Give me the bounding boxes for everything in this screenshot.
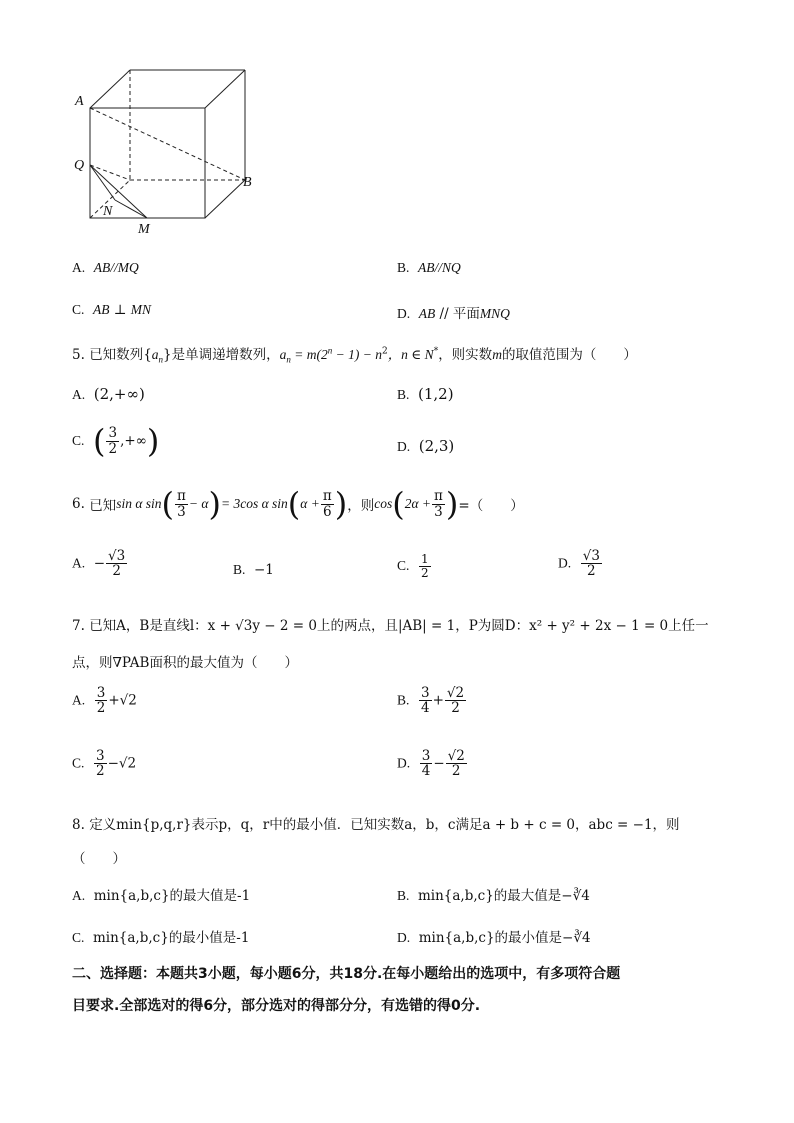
q7-stem-line1: 7. 已知A，B是直线l：x + √3y − 2 = 0上的两点，且|AB| = 1，P为圆D：x² + y² + 2x − 1 = 0上任一 <box>72 618 709 634</box>
q7-option-b: B. $\frac{3}{4}$ + $\frac{√2}{2}$ <box>397 685 465 717</box>
q4-option-c: C. AB ⊥ MN <box>72 302 152 318</box>
q8-option-b: B. min{a,b,c}的最大值是−∛4 <box>397 888 590 904</box>
q8-option-c: C. min{a,b,c}的最小值是-1 <box>72 930 250 946</box>
q5-option-d: D. (2,3) <box>397 437 455 455</box>
q7-option-a: A. $\frac{3}{2}$ +√2 <box>72 685 137 717</box>
section2-heading-line1: 二、选择题：本题共3小题，每小题6分，共18分.在每小题给出的选项中，有多项符合题 <box>72 966 621 982</box>
q6-option-d: D. $\frac{√3}{2}$ <box>558 548 600 580</box>
label-N: N <box>103 204 113 219</box>
q4-option-a-text: AB//MQ <box>93 260 139 275</box>
label-Q: Q <box>74 158 85 173</box>
q6-option-c: C. $\frac{1}{2}$ <box>397 552 429 580</box>
q5-option-a: A. (2,+∞) <box>72 385 145 403</box>
q5-option-c: C. ( $\frac{3}{2}$ ,+∞) <box>72 422 160 460</box>
q6-option-b: B. −1 <box>233 562 274 578</box>
cube-figure <box>70 65 260 240</box>
q4-option-d: D. AB // 平面MNQ <box>397 306 510 322</box>
label-B: B <box>243 175 252 190</box>
q7-stem-line2: 点，则∇PAB面积的最大值为（ ） <box>72 655 298 671</box>
q4-option-a: A. AB//MQ <box>72 260 139 275</box>
q8-stem-line2: （ ） <box>72 851 126 867</box>
q7-option-c: C. $\frac{3}{2}$ −√2 <box>72 748 137 780</box>
q6-option-a: A. − $\frac{√3}{2}$ <box>72 548 126 580</box>
label-M: M <box>138 222 150 237</box>
q5-stem: 5. 已知数列$\{a_n\}$是单调递增数列，$a_n = m(2^n - 1) - n^2$，n ∈ N*，则实数m的取值范围为（ ） <box>72 345 637 365</box>
q4-option-b-text: AB//NQ <box>417 260 461 275</box>
section2-heading-line2: 目要求.全部选对的得6分，部分选对的得部分分，有选错的得0分. <box>72 998 481 1014</box>
q4-option-b: B. AB//NQ <box>397 260 461 275</box>
q8-option-a: A. min{a,b,c}的最大值是-1 <box>72 888 251 904</box>
q6-stem: 6. 已知sin α sin( $\frac{\pi}{3}$ − α)= 3cos α sin(α + $\frac{\pi}{6}$ )，则cos(2α + $\frac{\pi}{3}$ )=（ ） <box>72 485 524 523</box>
q5-option-b: B. (1,2) <box>397 385 454 403</box>
q8-stem-line1: 8. 定义min{p,q,r}表示p，q，r中的最小值．已知实数a，b，c满足a + b + c = 0，abc = −1，则 <box>72 817 680 833</box>
q7-option-d: D. $\frac{3}{4}$ − $\frac{√2}{2}$ <box>397 748 465 780</box>
q8-option-d: D. min{a,b,c}的最小值是−∛4 <box>397 930 591 946</box>
label-A: A <box>75 94 84 109</box>
